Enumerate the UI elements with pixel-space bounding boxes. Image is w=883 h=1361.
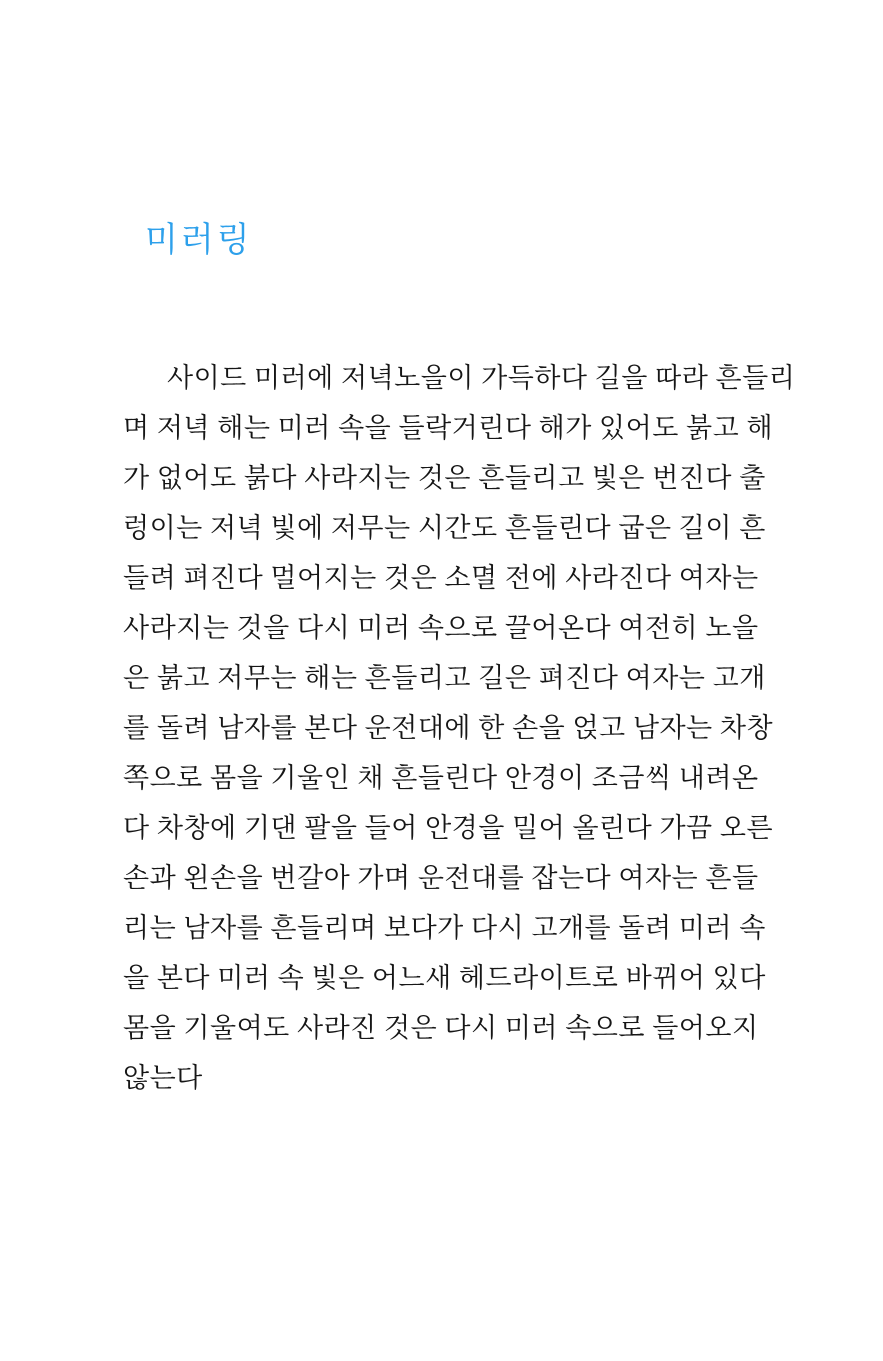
poem-line: 을 본다 미러 속 빛은 어느새 헤드라이트로 바뀌어 있다: [123, 963, 766, 993]
poem-body: [123, 353, 796, 1103]
poem-line: 사이드 미러에 저녁노을이 가득하다 길을 따라 흔들리: [167, 363, 796, 393]
poem-line: 않는다: [123, 1063, 203, 1093]
poem-line: 가 없어도 붉다 사라지는 것은 흔들리고 빛은 번진다 출: [123, 463, 766, 493]
poem-line: 손과 왼손을 번갈아 가며 운전대를 잡는다 여자는 흔들: [123, 863, 759, 893]
poem-line: 며 저녁 해는 미러 속을 들락거린다 해가 있어도 붉고 해: [123, 413, 774, 443]
poem-line: 몸을 기울여도 사라진 것은 다시 미러 속으로 들어오지: [123, 1013, 759, 1043]
poem-title: 미러링: [145, 222, 253, 259]
poem-line: 다 차창에 기댄 팔을 들어 안경을 밀어 올린다 가끔 오른: [123, 813, 774, 843]
poem-line: 를 돌려 남자를 본다 운전대에 한 손을 얹고 남자는 차창: [123, 713, 774, 743]
poem-line: 들려 펴진다 멀어지는 것은 소멸 전에 사라진다 여자는: [123, 563, 759, 593]
poem-line: 렁이는 저녁 빛에 저무는 시간도 흔들린다 굽은 길이 흔: [123, 513, 766, 543]
poem-line: 리는 남자를 흔들리며 보다가 다시 고개를 돌려 미러 속: [123, 913, 766, 943]
poem-line: 사라지는 것을 다시 미러 속으로 끌어온다 여전히 노을: [123, 613, 759, 643]
poem-line: 쪽으로 몸을 기울인 채 흔들린다 안경이 조금씩 내려온: [123, 763, 759, 793]
poem-line: 은 붉고 저무는 해는 흔들리고 길은 펴진다 여자는 고개: [123, 663, 766, 693]
